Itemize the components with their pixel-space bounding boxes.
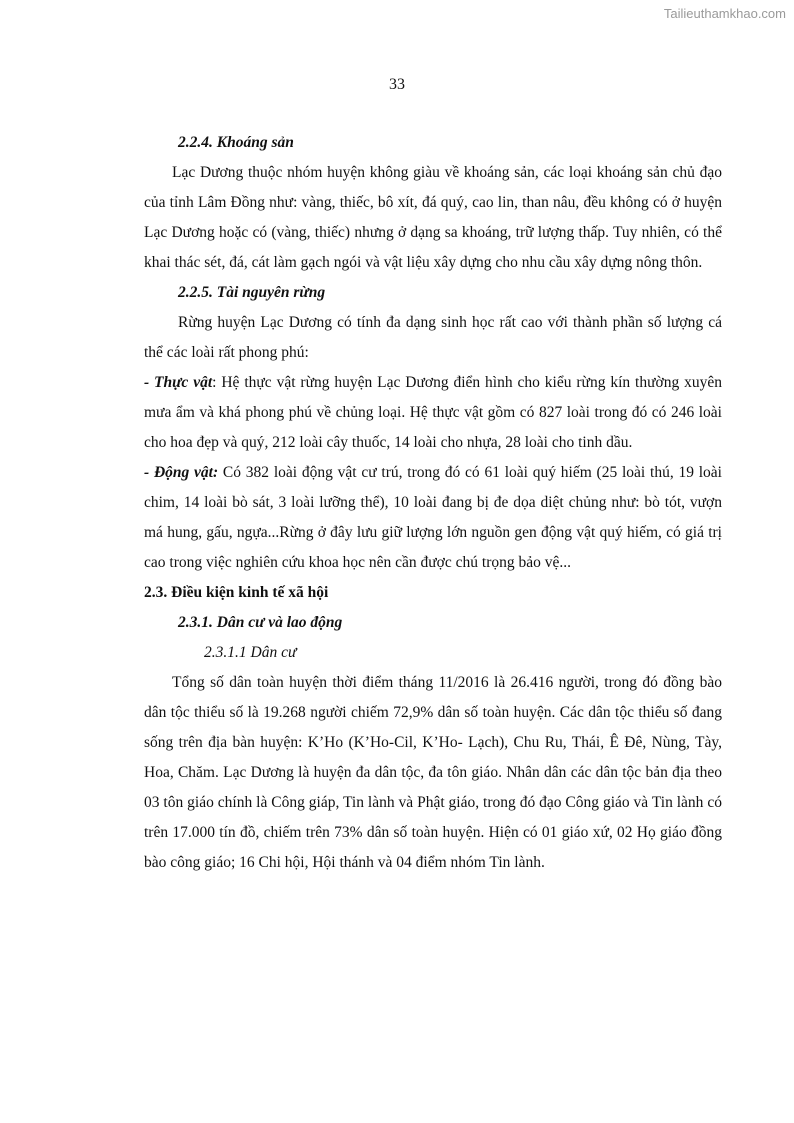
paragraph-thuc-vat [144,368,722,458]
paragraph-dan-cu: Tổng số dân toàn huyện thời điểm tháng 11/2016 là 26.416 người, trong đó đồng bào dân tộc thiểu số là 19.268 người chiếm 72,9% dân số toàn huyện. Các dân tộc thiểu số đang sống trên địa bàn huyện: K’Ho (K’Ho-Cil, K’Ho- Lạch), Chu Ru, Thái, Ê Đê, Nùng, Tày, Hoa, Chăm. Lạc Dương là huyện đa dân tộc, đa tôn giáo. Nhân dân các dân tộc bản địa theo 03 tôn giáo chính là Công giáp, Tin lành và Phật giáo, trong đó đạo Công giáo và Tin lành có trên 17.000 tín đồ, chiếm trên 73% dân số toàn huyện. Hiện có 01 giáo xứ, 02 Họ giáo đồng bào công giáo; 16 Chi hội, Hội thánh và 04 điểm nhóm Tin lành. [144,674,722,871]
thuc-vat-text: : Hệ thực vật rừng huyện Lạc Dương điển hình cho kiểu rừng kín thường xuyên mưa ẩm và khá phong phú về chủng loại. Hệ thực vật gồm có 827 loài trong đó có 246 loài cho hoa đẹp và quý, 212 loài cây thuốc, 14 loài cho nhựa, 28 loài cho tinh dầu. [144,374,722,451]
heading-2-3: 2.3. Điều kiện kinh tế xã hội [144,584,329,601]
heading-2-2-4: 2.2.4. Khoáng sản [178,134,294,151]
document-body [144,128,722,878]
dong-vat-text: Có 382 loài động vật cư trú, trong đó có 61 loài quý hiếm (25 loài thú, 19 loài chim, 14 loài bò sát, 3 loài lưỡng thể), 10 loài đang bị đe dọa diệt chủng như: bò tót, vượn má hung, gấu, ngựa...Rừng ở đây lưu giữ lượng lớn nguồn gen động vật quý hiếm, có giá trị cao trong việc nghiên cứu khoa học nên cần được chú trọng bảo vệ... [144,464,722,571]
heading-2-2-5: 2.2.5. Tài nguyên rừng [178,284,326,301]
paragraph-dong-vat [144,458,722,578]
watermark-text: Tailieuthamkhao.com [663,6,786,21]
paragraph-tai-nguyen-rung: Rừng huyện Lạc Dương có tính đa dạng sinh học rất cao với thành phần số lượng cá thể các loài rất phong phú: [144,314,722,361]
heading-2-3-1: 2.3.1. Dân cư và lao động [178,614,343,631]
page-number: 33 [389,76,405,93]
paragraph-khoang-san: Lạc Dương thuộc nhóm huyện không giàu về khoáng sản, các loại khoáng sản chủ đạo của tỉnh Lâm Đồng như: vàng, thiếc, bô xít, đá quý, cao lin, than nâu, đều không có ở huyện Lạc Dương hoặc có (vàng, thiếc) nhưng ở dạng sa khoáng, trữ lượng thấp. Tuy nhiên, có thể khai thác sét, đá, cát làm gạch ngói và vật liệu xây dựng cho nhu cầu xây dựng nông thôn. [144,164,722,271]
dong-vat-lead: - Động vật: [144,464,219,481]
heading-2-3-1-1: 2.3.1.1 Dân cư [204,644,297,661]
thuc-vat-lead: - Thực vật [144,374,213,391]
